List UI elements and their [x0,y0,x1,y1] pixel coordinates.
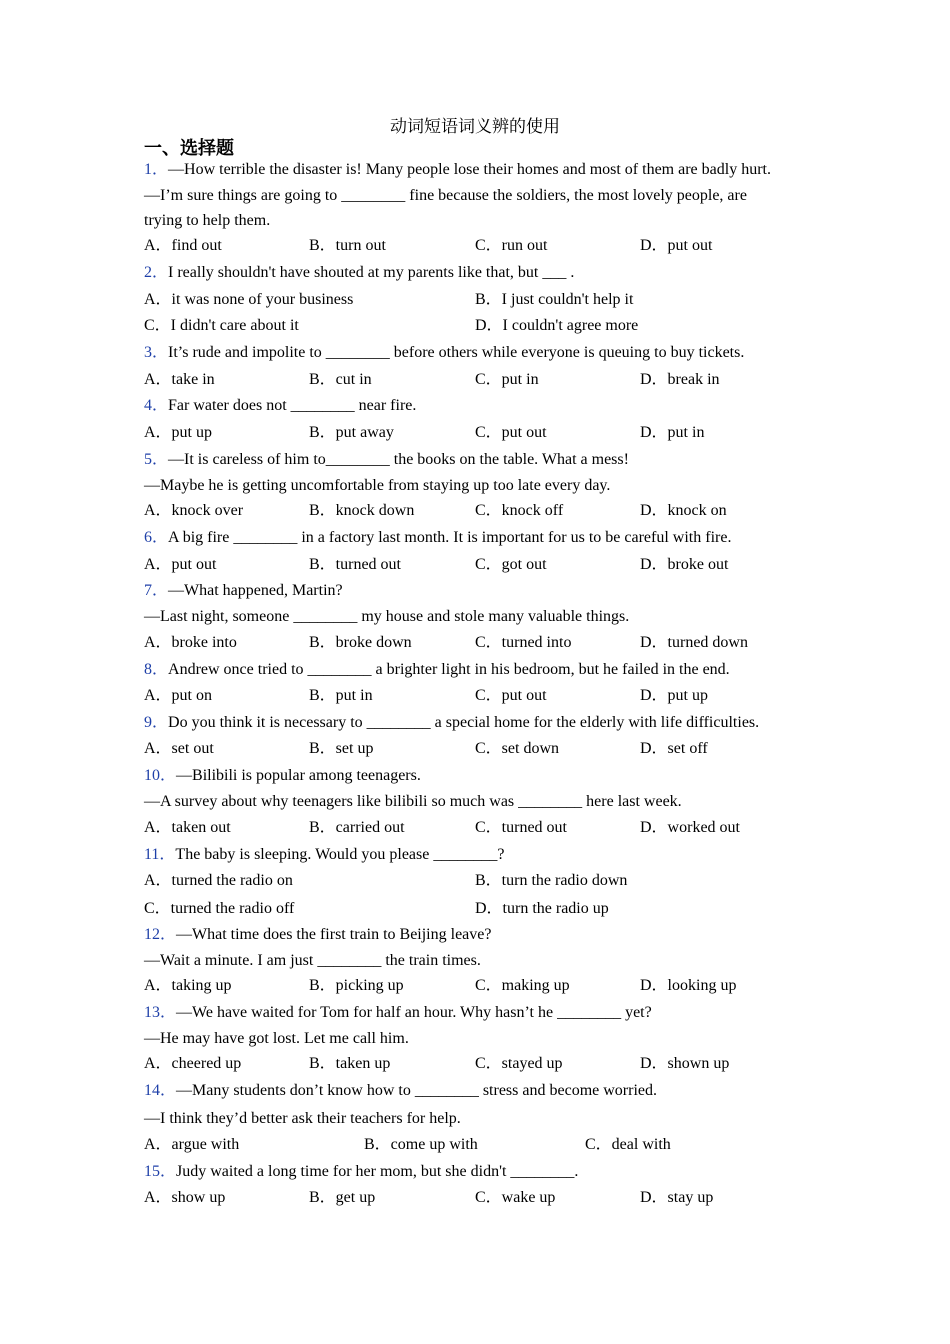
answer-option[interactable]: D．put in [640,424,705,441]
question-number: 9． [144,714,169,731]
answer-option[interactable]: A．knock over [144,502,244,519]
answer-option[interactable]: A．cheered up [144,1055,242,1072]
answer-option[interactable]: B．turned out [309,556,401,573]
answer-option[interactable]: B．knock down [309,502,415,519]
answer-option[interactable]: D．shown up [640,1055,730,1072]
answer-option[interactable]: C．making up [475,977,570,994]
question-text: It’s rude and impolite to ________ before others while everyone is queuing to buy tickets. [168,344,745,361]
answer-option[interactable]: B．I just couldn't help it [475,291,634,308]
question-line: —Last night, someone ________ my house and stole many valuable things. [144,608,630,625]
question-line: —I’m sure things are going to ________ fine because the soldiers, the most lovely people, are [144,187,747,204]
answer-option[interactable]: A．put up [144,424,213,441]
question-stem [144,263,814,283]
question-stem [144,528,814,548]
question-text: —What time does the first train to Beijing leave? [176,926,492,943]
question-stem [144,845,814,865]
question-stem [144,1162,814,1182]
answer-option[interactable]: A．broke into [144,634,237,651]
question-text: —We have waited for Tom for half an hour. Why hasn’t he ________ yet? [176,1004,652,1021]
answer-option[interactable]: D．looking up [640,977,737,994]
answer-option[interactable]: D．knock on [640,502,727,519]
question-line: —I think they’d better ask their teachers for help. [144,1110,461,1127]
question-number: 6． [144,529,169,546]
answer-option[interactable]: B．cut in [309,371,372,388]
answer-option[interactable]: B．set up [309,740,374,757]
question-text: Judy waited a long time for her mom, but she didn't ________. [176,1163,579,1180]
answer-option[interactable]: D．put out [640,237,713,254]
question-line: —He may have got lost. Let me call him. [144,1030,409,1047]
question-text: —How terrible the disaster is! Many people lose their homes and most of them are badly hurt. [168,161,771,178]
question-stem [144,713,814,733]
answer-option[interactable]: A．show up [144,1189,226,1206]
answer-option[interactable]: B．broke down [309,634,412,651]
question-text: —What happened, Martin? [168,582,343,599]
question-text: A big fire ________ in a factory last month. It is important for us to be careful with fire. [168,529,732,546]
answer-option[interactable]: D．I couldn't agree more [475,317,639,334]
answer-option[interactable]: A．find out [144,237,222,254]
question-number: 10． [144,767,177,784]
answer-option[interactable]: B．taken up [309,1055,391,1072]
answer-option[interactable]: D．turn the radio up [475,900,609,917]
question-number: 1． [144,161,169,178]
answer-option[interactable]: A．argue with [144,1136,240,1153]
answer-option[interactable]: A．put on [144,687,213,704]
answer-option[interactable]: A．turned the radio on [144,872,293,889]
question-line: —Maybe he is getting uncomfortable from staying up too late every day. [144,477,611,494]
answer-option[interactable]: D．break in [640,371,720,388]
answer-option[interactable]: D．stay up [640,1189,714,1206]
answer-option[interactable]: B．turn the radio down [475,872,628,889]
question-number: 3． [144,344,169,361]
answer-option[interactable]: D．put up [640,687,709,704]
question-text: Andrew once tried to ________ a brighter light in his bedroom, but he failed in the end. [168,661,730,678]
question-line: —A survey about why teenagers like bilibili so much was ________ here last week. [144,793,682,810]
question-stem [144,766,814,786]
answer-option[interactable]: A．taken out [144,819,231,836]
question-number: 13． [144,1004,177,1021]
answer-option[interactable]: B．put in [309,687,373,704]
answer-option[interactable]: D．worked out [640,819,740,836]
question-text: —Bilibili is popular among teenagers. [176,767,421,784]
answer-option[interactable]: B．carried out [309,819,405,836]
question-stem [144,1003,814,1023]
question-number: 11． [144,846,176,863]
question-line: trying to help them. [144,212,271,229]
answer-option[interactable]: C．put out [475,687,547,704]
answer-option[interactable]: C．put in [475,371,539,388]
page-title: 动词短语词义辨的使用 [390,117,560,137]
answer-option[interactable]: A．take in [144,371,215,388]
question-text: Do you think it is necessary to ________ a special home for the elderly with life difficulties. [168,714,760,731]
question-stem [144,450,814,470]
answer-option[interactable]: C．stayed up [475,1055,563,1072]
question-number: 15． [144,1163,177,1180]
question-text: The baby is sleeping. Would you please ________? [175,846,505,863]
answer-option[interactable]: C．got out [475,556,547,573]
question-number: 12． [144,926,177,943]
answer-option[interactable]: B．come up with [364,1136,478,1153]
question-number: 8． [144,661,169,678]
question-stem [144,925,814,945]
question-text: —Many students don’t know how to ________ stress and become worried. [176,1082,657,1099]
answer-option[interactable]: B．get up [309,1189,376,1206]
question-text: I really shouldn't have shouted at my parents like that, but ___ . [168,264,575,281]
answer-option[interactable]: C．knock off [475,502,564,519]
question-text: Far water does not ________ near fire. [168,397,417,414]
question-stem [144,581,814,601]
question-stem [144,1081,814,1101]
question-text: —It is careless of him to________ the books on the table. What a mess! [168,451,629,468]
answer-option[interactable]: C．turned out [475,819,567,836]
question-number: 14． [144,1082,177,1099]
answer-option[interactable]: A．taking up [144,977,232,994]
answer-option[interactable]: B．turn out [309,237,386,254]
answer-option[interactable]: C．put out [475,424,547,441]
answer-option[interactable]: D．set off [640,740,708,757]
answer-option[interactable]: C．turned the radio off [144,900,295,917]
answer-option[interactable]: A．put out [144,556,217,573]
answer-option[interactable]: C．deal with [585,1136,671,1153]
question-stem [144,660,814,680]
answer-option[interactable]: C．wake up [475,1189,556,1206]
answer-option[interactable]: C．I didn't care about it [144,317,299,334]
question-number: 5． [144,451,169,468]
question-stem [144,396,814,416]
question-number: 7． [144,582,169,599]
question-stem [144,343,814,363]
answer-option[interactable]: D．turned down [640,634,748,651]
question-number: 4． [144,397,169,414]
answer-option[interactable]: D．broke out [640,556,729,573]
answer-option[interactable]: C．turned into [475,634,572,651]
answer-option[interactable]: A．set out [144,740,214,757]
question-number: 2． [144,264,169,281]
answer-option[interactable]: C．run out [475,237,548,254]
answer-option[interactable]: B．picking up [309,977,404,994]
section-heading: 一、选择题 [144,138,234,159]
question-line: —Wait a minute. I am just ________ the train times. [144,952,481,969]
answer-option[interactable]: B．put away [309,424,394,441]
answer-option[interactable]: A．it was none of your business [144,291,354,308]
answer-option[interactable]: C．set down [475,740,560,757]
question-stem [144,160,814,180]
